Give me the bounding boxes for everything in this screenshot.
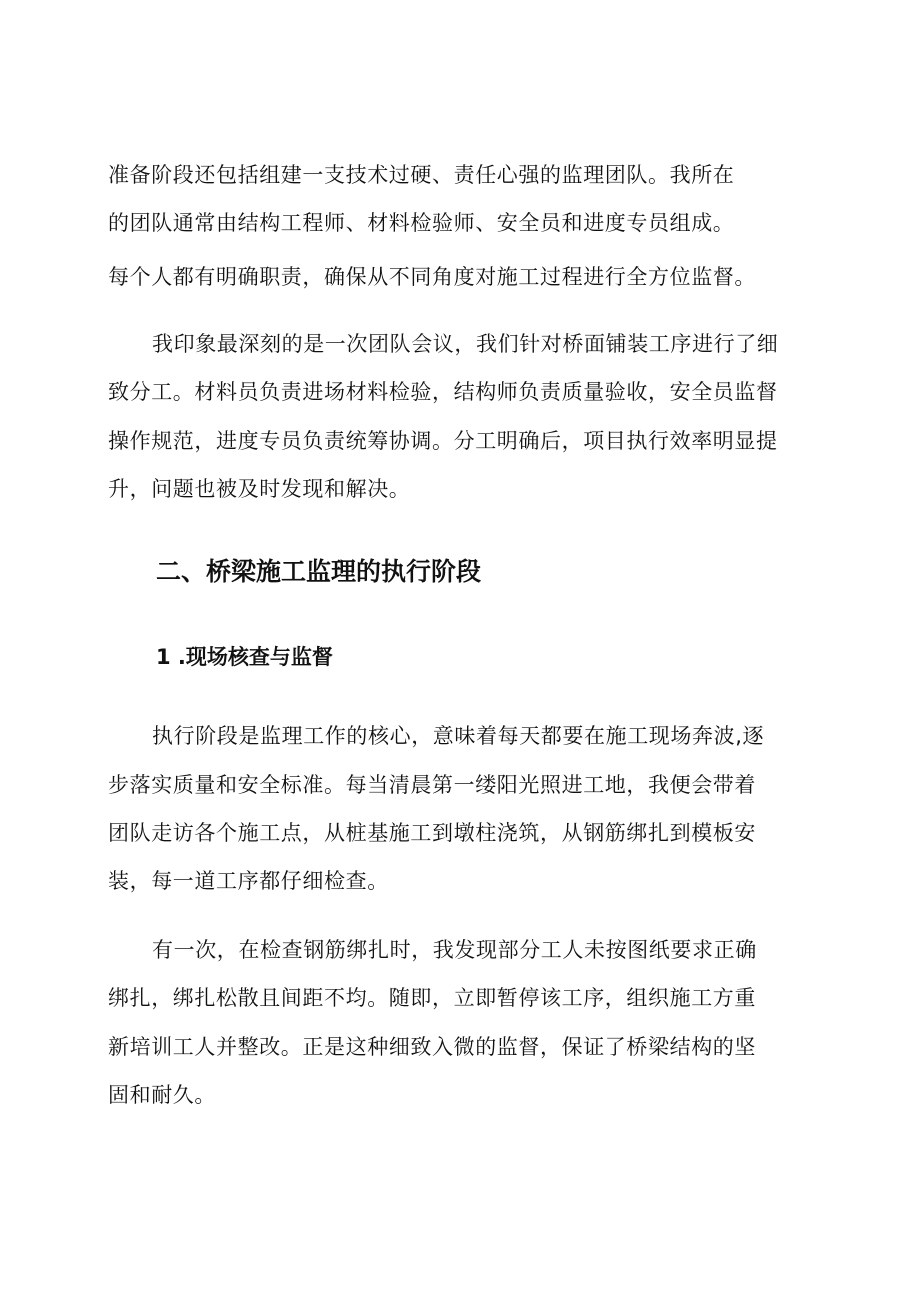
subsection-heading: 1 .现场核查与监督 (156, 645, 333, 669)
section-heading: 二、桥梁施工监理的执行阶段 (156, 557, 482, 586)
text-line: 有一次，在检查钢筋绑扎时，我发现部分工人未按图纸要求正确 (152, 938, 757, 962)
text-line: 绑扎，绑扎松散且间距不均。随即，立即暂停该工序，组织施工方重 (108, 986, 756, 1010)
text-line: 新培训工人并整改。正是这种细致入微的监督，保证了桥梁结构的坚 (108, 1035, 756, 1059)
text-line: 我印象最深刻的是一次团队会议，我们针对桥面铺装工序进行了细 (152, 332, 779, 356)
text-line: 升，问题也被及时发现和解决。 (108, 477, 411, 501)
text-line: 步落实质量和安全标准。每当清晨第一缕阳光照进工地，我便会带着 (108, 773, 756, 797)
text-line: 每个人都有明确职责，确保从不同角度对施工过程进行全方位监督。 (108, 265, 756, 289)
text-line: 装，每一道工序都仔细检查。 (108, 869, 389, 893)
text-line: 团队走访各个施工点，从桩基施工到墩柱浇筑，从钢筋绑扎到模板安 (108, 821, 756, 845)
text-line: 的团队通常由结构工程师、材料检验师、安全员和进度专员组成。 (108, 211, 735, 235)
text-line: 操作规范，进度专员负责统筹协调。分工明确后，项目执行效率明显提 (108, 429, 778, 453)
text-line: 固和耐久。 (108, 1083, 216, 1107)
text-line: 致分工。材料员负责进场材料检验，结构师负责质量验收，安全员监督 (108, 380, 778, 404)
text-line: 执行阶段是监理工作的核心，意味着每天都要在施工现场奔波,逐 (152, 724, 765, 748)
text-line: 准备阶段还包括组建一支技术过硬、责任心强的监理团队。我所在 (108, 163, 735, 187)
